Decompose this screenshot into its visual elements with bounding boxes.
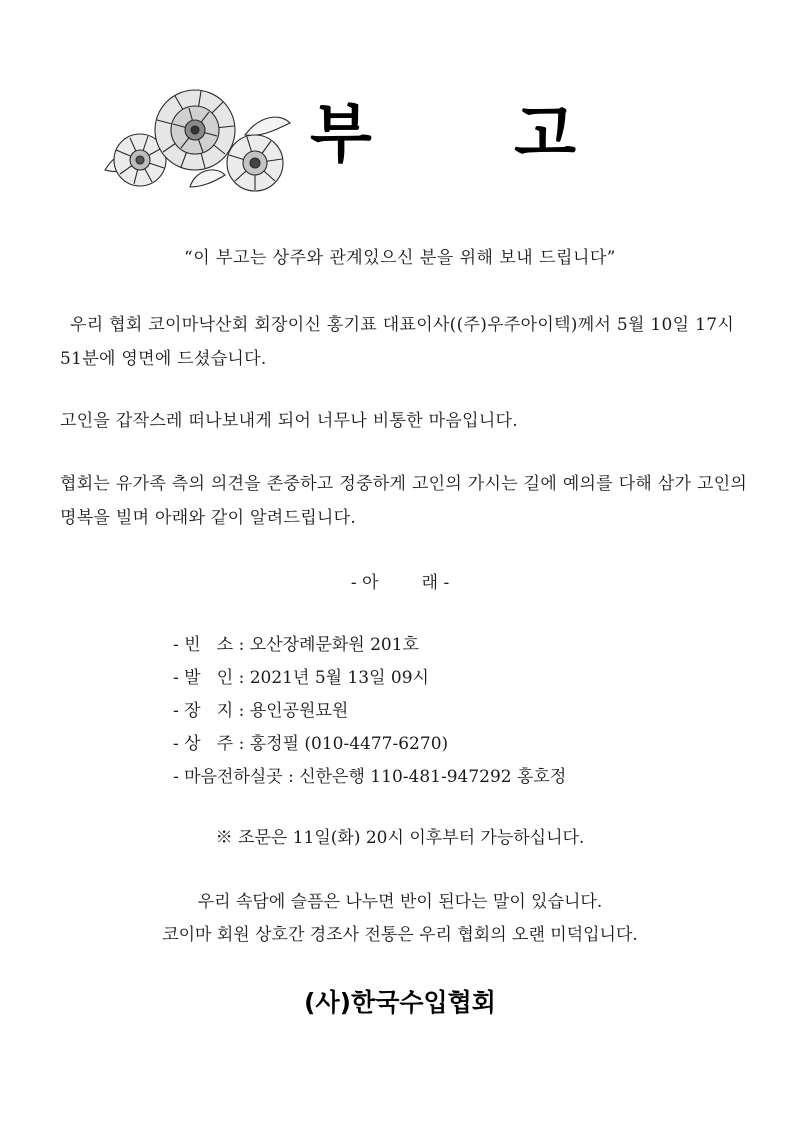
condolence-note: ※ 조문은 11일(화) 20시 이후부터 가능하십니다. [215, 828, 585, 848]
detail-funeral-hall: - 빈 소 : 오산장례문화원 201호 [173, 635, 419, 655]
section-title [0, 568, 800, 593]
detail-burial-site: - 장 지 : 용인공원묘원 [173, 701, 349, 721]
closing-text [0, 886, 800, 952]
detail-condolence-account: - 마음전하실곳 : 신한은행 110-481-947292 홍호정 [173, 767, 567, 787]
detail-chief-mourner: - 상 주 : 홍정필 (010-4477-6270) [173, 734, 449, 754]
closing-line-1: 우리 속담에 슬픔은 나누면 반이 된다는 말이 있습니다. [197, 892, 603, 912]
paragraph-sorrow: 고인을 갑작스레 떠나보내게 되어 너무나 비통한 마음입니다. [60, 411, 518, 431]
section-title-text: - 아 래 - [350, 573, 450, 593]
detail-departure: - 발 인 : 2021년 5월 13일 09시 [173, 668, 429, 688]
header [95, 75, 715, 205]
notice-line: “이 부고는 상주와 관계있으신 분을 위해 보내 드립니다” [184, 248, 616, 268]
closing-line-2: 코이마 회원 상호간 경조사 전통은 우리 협회의 오랜 미덕입니다. [162, 925, 638, 945]
chrysanthemum-icon [95, 75, 295, 200]
funeral-details-list [173, 629, 566, 794]
paragraph-respect: 협회는 유가족 측의 의견을 존중하고 정중하게 고인의 가시는 길에 예의를 다해 삼가 고인의 명복을 빌며 아래와 같이 알려드립니다. [60, 474, 748, 528]
organization-name: (사)한국수입협회 [304, 988, 496, 1017]
page-title: 부 고 [310, 98, 636, 172]
paragraph-announcement: 우리 협회 코이마낙산회 회장이신 홍기표 대표이사((주)우주아이텍)께서 5월 10일 17시 51분에 영면에 드셨습니다. [60, 315, 735, 369]
